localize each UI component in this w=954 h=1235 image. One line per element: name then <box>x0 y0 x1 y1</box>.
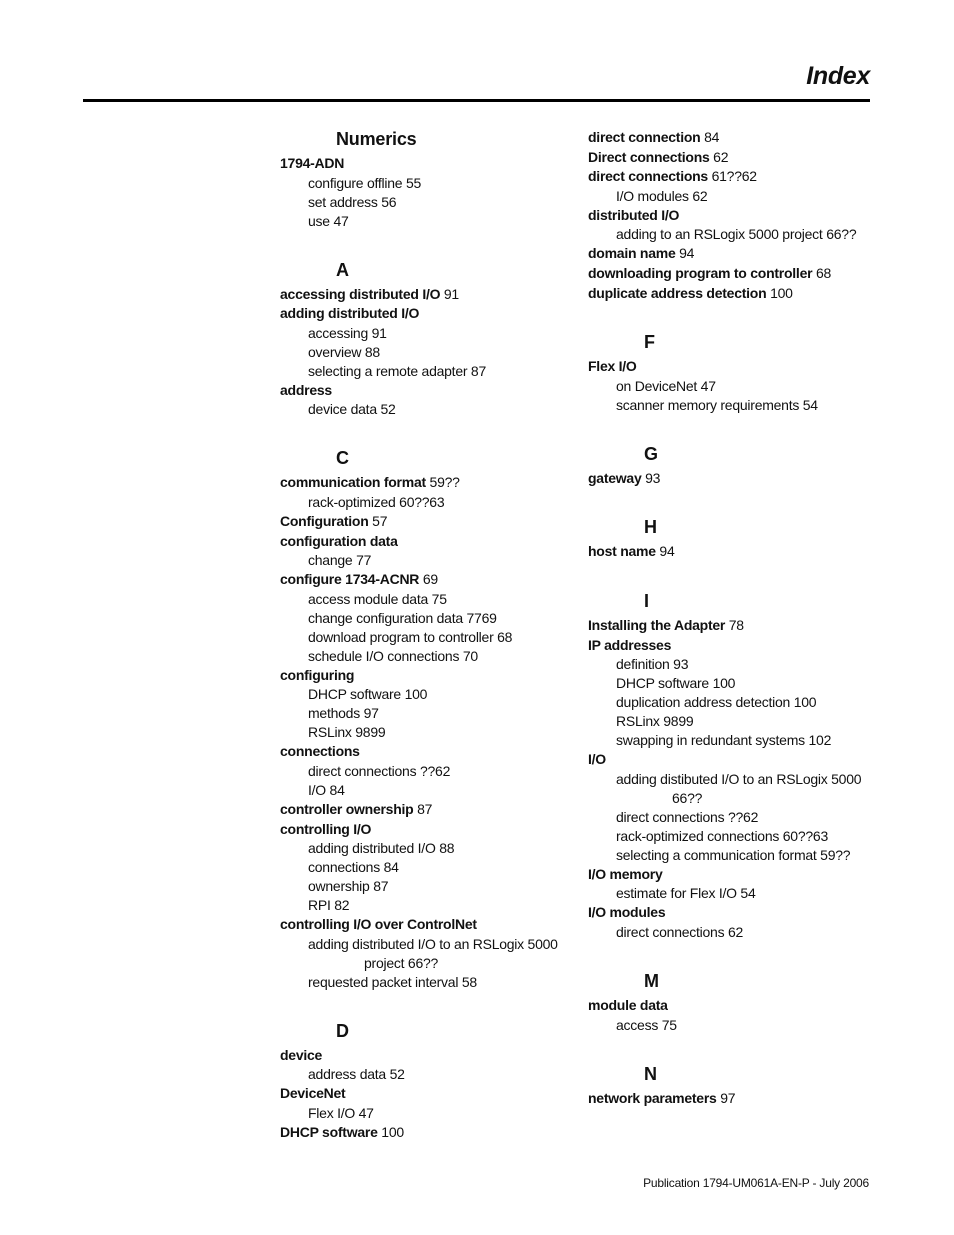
index-term: module data <box>588 996 668 1013</box>
index-term: adding distributed I/O <box>280 305 420 322</box>
index-subentry-text: set address 56 <box>308 193 397 210</box>
index-term: distributed I/O <box>588 206 680 223</box>
index-entry <box>280 1084 570 1104</box>
index-entry <box>588 148 878 168</box>
index-term: I/O modules <box>588 904 666 921</box>
index-entry <box>280 742 570 762</box>
index-entry <box>280 512 570 532</box>
index-term: downloading program to controller <box>588 264 813 281</box>
index-subentry <box>280 324 570 343</box>
index-subentry-text: RSLinx 9899 <box>616 713 694 730</box>
index-subentry <box>280 1065 570 1084</box>
header-rule <box>83 99 870 102</box>
index-subentry-text: scanner memory requirements 54 <box>616 396 818 413</box>
index-term: 1794-ADN <box>280 155 345 171</box>
index-entry <box>280 820 570 840</box>
index-subentry <box>588 731 878 750</box>
index-entry <box>588 244 878 264</box>
index-entry <box>280 381 570 401</box>
index-subentry-text: rack-optimized connections 60??63 <box>616 827 828 844</box>
index-entry <box>280 1123 570 1143</box>
index-subentry-text: adding to an RSLogix 5000 project 66?? <box>616 226 857 243</box>
index-subentry <box>588 655 878 674</box>
index-subentry <box>280 362 570 381</box>
index-entry <box>588 903 878 923</box>
index-entry <box>588 357 878 377</box>
section-letter: F <box>644 332 655 353</box>
index-term: IP addresses <box>588 636 672 653</box>
index-entry <box>588 865 878 885</box>
index-section <box>280 259 570 420</box>
index-term: Configuration <box>280 512 369 529</box>
index-subentry-text: DHCP software 100 <box>308 686 428 703</box>
index-section-continued <box>588 128 878 303</box>
index-subentry-text: use 47 <box>308 212 349 229</box>
index-subentry <box>588 187 878 206</box>
index-subentry-text: accessing 91 <box>308 324 387 341</box>
index-subentry <box>280 762 570 781</box>
index-page-refs: 100 <box>381 1123 404 1140</box>
index-entry <box>588 636 878 656</box>
index-subentry-text: duplication address detection 100 <box>616 694 817 711</box>
index-subentry <box>588 712 878 731</box>
index-section <box>588 331 878 415</box>
index-subentry <box>280 896 570 915</box>
index-subentry <box>280 174 570 193</box>
index-subentry-text: swapping in redundant systems 102 <box>616 732 832 749</box>
index-subentry-text: change 77 <box>308 552 372 569</box>
index-term: controlling I/O <box>280 820 372 837</box>
index-subentry <box>588 846 878 865</box>
index-subentry-text: download program to controller 68 <box>308 628 513 645</box>
index-subentry-text: direct connections ??62 <box>308 762 451 779</box>
index-entry <box>588 469 878 489</box>
index-subentry-text: I/O modules 62 <box>616 187 708 204</box>
index-entry <box>588 996 878 1016</box>
index-entry <box>280 800 570 820</box>
index-subentry <box>280 877 570 896</box>
index-entry <box>588 1089 878 1109</box>
index-entry <box>280 532 570 552</box>
index-column-right <box>588 128 878 1136</box>
index-subentry-text: on DeviceNet 47 <box>616 377 716 394</box>
index-subentry <box>280 935 570 973</box>
index-entry <box>588 750 878 770</box>
index-page-refs: 84 <box>704 129 720 145</box>
index-subentry-text: device data 52 <box>308 401 396 418</box>
index-term: gateway <box>588 469 642 486</box>
index-page-refs: 87 <box>417 800 433 817</box>
section-letter: D <box>336 1020 349 1041</box>
index-page-refs: 61??62 <box>711 168 757 185</box>
index-entry <box>588 167 878 187</box>
section-letter: G <box>644 443 658 464</box>
index-subentry <box>280 493 570 512</box>
index-entry <box>588 284 878 304</box>
index-entry <box>280 304 570 324</box>
index-subentry-text: schedule I/O connections 70 <box>308 647 478 664</box>
section-letter: M <box>644 970 659 991</box>
index-section <box>588 443 878 489</box>
index-term: duplicate address detection <box>588 284 767 301</box>
index-subentry <box>588 377 878 396</box>
index-term: configure 1734-ACNR <box>280 571 420 588</box>
index-term: accessing distributed I/O <box>280 285 441 302</box>
index-column-left <box>280 128 570 1171</box>
index-subentry-text: requested packet interval 58 <box>308 973 477 990</box>
index-subentry <box>280 704 570 723</box>
index-subentry-text: selecting a remote adapter 87 <box>308 362 486 379</box>
index-subentry <box>280 343 570 362</box>
index-term: device <box>280 1046 323 1063</box>
index-term: I/O <box>588 751 606 768</box>
index-subentry <box>588 674 878 693</box>
index-subentry <box>588 1016 878 1035</box>
index-subentry-text: I/O 84 <box>308 781 345 798</box>
index-entry <box>280 666 570 686</box>
index-subentry <box>280 400 570 419</box>
index-subentry-text: adding distributed I/O 88 <box>308 840 455 857</box>
section-letter: H <box>644 517 657 538</box>
index-subentry <box>280 781 570 800</box>
index-entry <box>588 616 878 636</box>
index-term: network parameters <box>588 1089 717 1106</box>
publication-footer: Publication 1794-UM061A-EN-P - July 2006 <box>643 1176 869 1190</box>
index-section <box>588 1063 878 1109</box>
index-subentry <box>280 685 570 704</box>
index-entry <box>280 570 570 590</box>
index-page-refs: 62 <box>713 148 729 165</box>
index-subentry-text: connections 84 <box>308 859 399 876</box>
index-subentry <box>588 923 878 942</box>
index-subentry-text: configure offline 55 <box>308 174 422 191</box>
index-subentry-text: ownership 87 <box>308 878 389 895</box>
index-page-refs: 97 <box>720 1089 736 1106</box>
index-page-refs: 59?? <box>429 474 460 491</box>
index-page-refs: 93 <box>645 469 661 486</box>
index-subentry-text: direct connections 62 <box>616 923 744 940</box>
index-entry <box>588 206 878 226</box>
index-page-refs: 94 <box>679 245 695 262</box>
index-subentry <box>280 647 570 666</box>
index-term: controller ownership <box>280 800 414 817</box>
index-subentry <box>280 590 570 609</box>
index-entry <box>280 473 570 493</box>
index-page-refs: 57 <box>372 512 388 529</box>
index-page-refs: 68 <box>815 264 832 281</box>
index-entry <box>280 1046 570 1066</box>
index-term: direct connections <box>588 168 708 185</box>
index-page-refs: 100 <box>770 284 793 301</box>
index-entry <box>280 915 570 935</box>
index-term: DeviceNet <box>280 1085 346 1102</box>
index-subentry-text: estimate for Flex I/O 54 <box>616 885 756 902</box>
section-letter: N <box>644 1063 657 1084</box>
index-subentry <box>280 839 570 858</box>
index-subentry-text: rack-optimized 60??63 <box>308 493 445 510</box>
index-subentry-text: RPI 82 <box>308 897 350 914</box>
index-subentry <box>280 609 570 628</box>
index-term: domain name <box>588 245 676 262</box>
index-term: controlling I/O over ControlNet <box>280 916 477 933</box>
index-subentry-continuation: project 66?? <box>364 954 439 971</box>
section-letter: A <box>336 259 349 280</box>
index-subentry <box>280 628 570 647</box>
section-letter: C <box>336 448 349 469</box>
index-term: Flex I/O <box>588 358 637 375</box>
index-subentry-text: adding distibuted I/O to an RSLogix 5000 <box>616 770 862 787</box>
index-subentry <box>588 884 878 903</box>
index-subentry-text: selecting a communication format 59?? <box>616 846 851 863</box>
index-term: address <box>280 381 332 398</box>
section-letter: I <box>644 590 649 611</box>
index-subentry <box>588 827 878 846</box>
index-subentry <box>588 225 878 244</box>
index-section <box>588 970 878 1035</box>
index-subentry-text: access 75 <box>616 1016 677 1033</box>
index-entry <box>280 154 570 174</box>
index-subentry-text: change configuration data 7769 <box>308 609 497 626</box>
index-entry <box>588 128 878 148</box>
index-subentry-text: RSLinx 9899 <box>308 724 386 741</box>
index-subentry <box>588 770 878 808</box>
index-subentry <box>280 551 570 570</box>
index-subentry <box>588 808 878 827</box>
index-subentry <box>280 973 570 992</box>
index-subentry-text: DHCP software 100 <box>616 675 736 692</box>
section-letter: Numerics <box>336 129 417 149</box>
index-term: Installing the Adapter <box>588 616 726 633</box>
index-subentry-text: definition 93 <box>616 656 689 673</box>
index-subentry-text: address data 52 <box>308 1066 405 1083</box>
index-term: DHCP software <box>280 1123 378 1140</box>
index-subentry-text: direct connections ??62 <box>616 808 759 825</box>
index-subentry <box>280 723 570 742</box>
index-section <box>280 1020 570 1143</box>
index-term: Direct connections <box>588 148 710 165</box>
index-subentry <box>280 1104 570 1123</box>
index-term: connections <box>280 743 360 760</box>
index-subentry <box>280 193 570 212</box>
index-term: communication format <box>280 474 426 491</box>
index-subentry-continuation: 66?? <box>672 789 703 806</box>
index-term: configuring <box>280 666 355 683</box>
index-section <box>588 590 878 942</box>
index-subentry <box>588 396 878 415</box>
index-subentry <box>588 693 878 712</box>
index-section <box>588 516 878 562</box>
page-title: Index <box>806 62 870 90</box>
index-entry <box>588 542 878 562</box>
index-entry <box>588 264 878 284</box>
index-page-refs: 94 <box>659 543 675 560</box>
index-term: configuration data <box>280 532 398 549</box>
index-term: host name <box>588 543 656 560</box>
index-subentry <box>280 212 570 231</box>
index-page-refs: 78 <box>728 616 744 633</box>
index-subentry-text: Flex I/O 47 <box>308 1104 374 1121</box>
index-term: direct connection <box>588 129 701 145</box>
index-term: I/O memory <box>588 865 663 882</box>
index-page-refs: 91 <box>443 285 459 302</box>
index-subentry-text: access module data 75 <box>308 590 447 607</box>
index-section <box>280 128 570 231</box>
index-page-refs: 69 <box>422 571 438 588</box>
index-subentry-text: adding distributed I/O to an RSLogix 5000 <box>308 935 558 952</box>
index-subentry-text: overview 88 <box>308 343 380 360</box>
index-section <box>280 447 570 991</box>
index-entry <box>280 285 570 305</box>
index-subentry-text: methods 97 <box>308 705 379 722</box>
index-subentry <box>280 858 570 877</box>
